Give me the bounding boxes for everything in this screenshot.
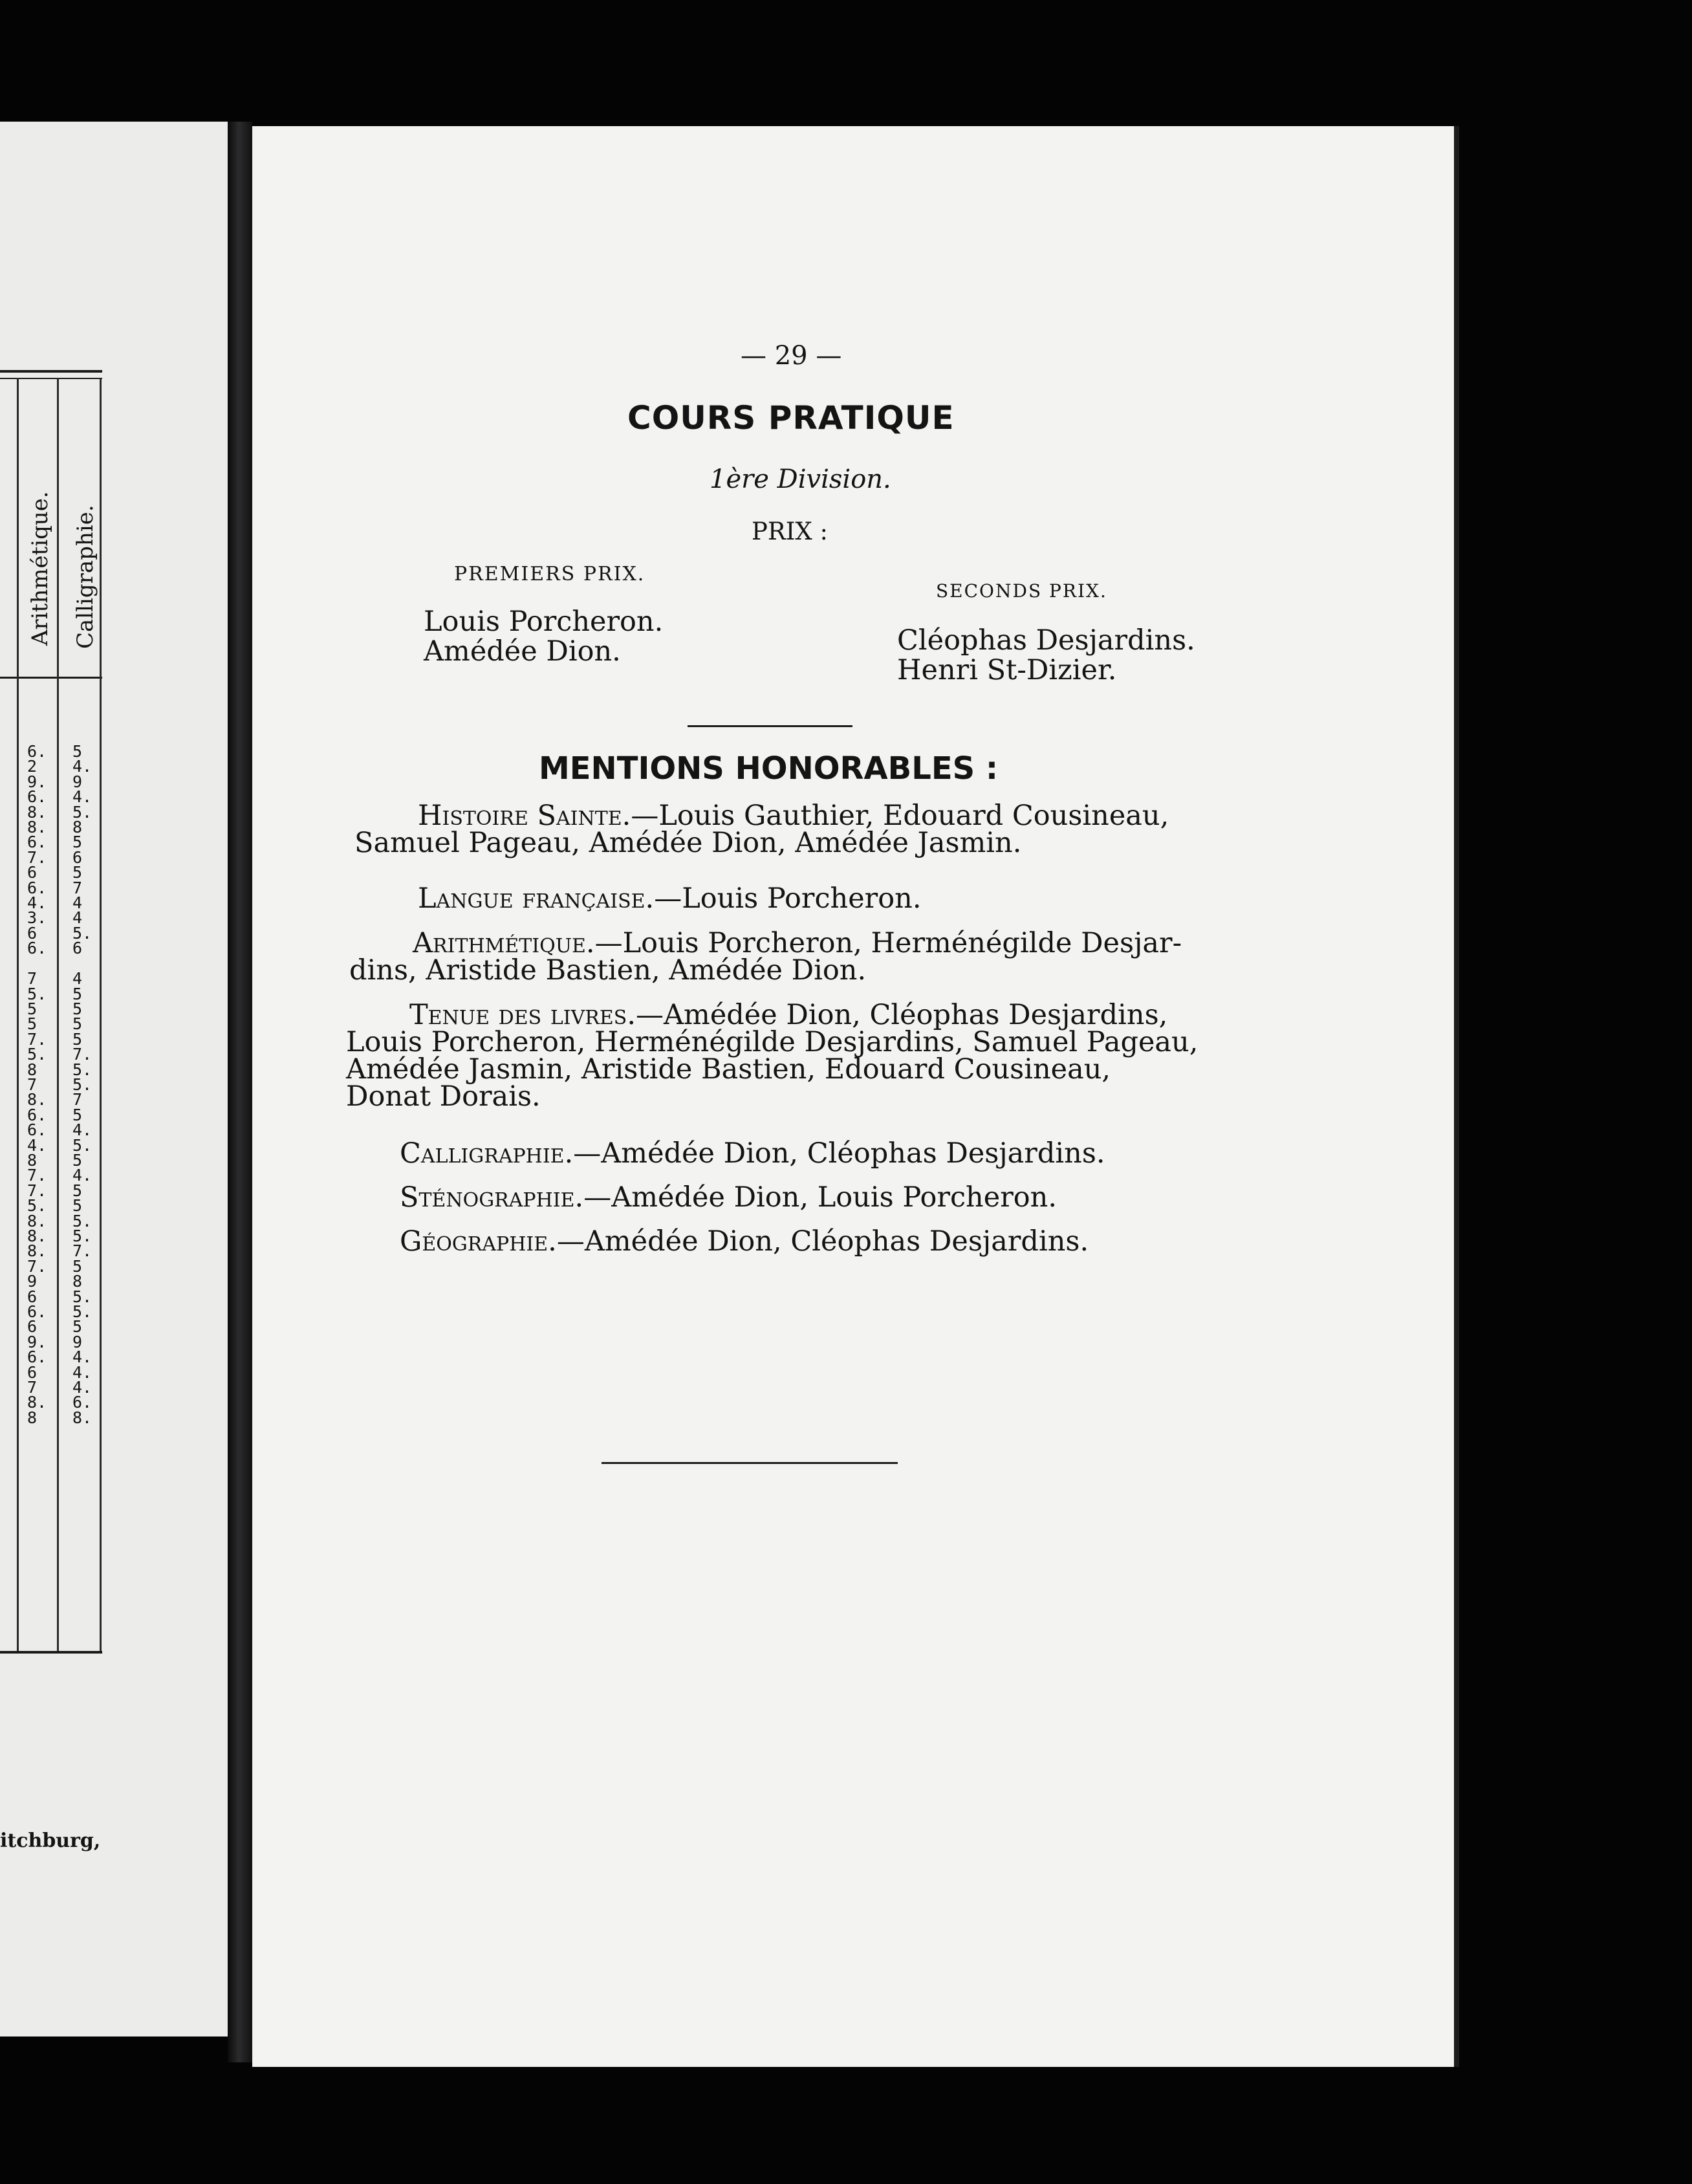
mention-histoire-sainte bbox=[354, 802, 1208, 857]
mention-tenue-des-livres bbox=[346, 999, 1206, 1113]
table-header-rule bbox=[0, 677, 102, 679]
book-spine bbox=[228, 122, 252, 2062]
mention-subject: Arithmétique. bbox=[413, 927, 595, 959]
winner-name: Amédée Dion. bbox=[424, 635, 621, 668]
mention-text: Samuel Pageau, Amédée Dion, Amédée Jasmin. bbox=[354, 827, 1022, 859]
mention-calligraphie bbox=[336, 1137, 1197, 1170]
left-page-fragment bbox=[0, 122, 228, 2037]
prix-heading: PRIX : bbox=[752, 518, 828, 545]
mention-text: Louis Porcheron, Herménégilde Desjardins, Samuel Pageau, bbox=[346, 1026, 1198, 1058]
column-header-calligraphie: Calligraphie. bbox=[72, 505, 98, 649]
winner-name: Cléophas Desjardins. bbox=[897, 624, 1195, 657]
mention-text: Donat Dorais. bbox=[346, 1080, 541, 1113]
mention-subject: Histoire Sainte. bbox=[418, 800, 631, 832]
mention-subject: Géographie. bbox=[400, 1225, 557, 1258]
bottom-rule bbox=[602, 1462, 898, 1464]
mention-text: —Louis Porcheron, Herménégilde Desjar- bbox=[594, 927, 1182, 959]
column-header-arithmetique: Arithmétique. bbox=[27, 491, 53, 646]
mention-langue-francaise bbox=[354, 882, 1208, 915]
mention-text: —Amédée Dion, Cléophas Desjardins. bbox=[556, 1225, 1089, 1258]
winner-name: Henri St-Dizier. bbox=[897, 654, 1117, 686]
mention-text: Amédée Jasmin, Aristide Bastien, Edouard Cousineau, bbox=[346, 1053, 1111, 1086]
table-column-divider bbox=[100, 378, 102, 1651]
left-footer-fragment: itchburg, bbox=[0, 1829, 101, 1852]
premiers-prix-list bbox=[424, 607, 663, 666]
table-top-rule bbox=[0, 370, 102, 373]
mention-geographie bbox=[336, 1225, 1197, 1258]
mention-text: —Amédée Dion, Cléophas Desjardins. bbox=[573, 1137, 1105, 1170]
table-bottom-rule bbox=[0, 1651, 102, 1654]
seconds-prix-heading: SECONDS PRIX. bbox=[936, 580, 1107, 602]
mention-text: —Amédée Dion, Louis Porcheron. bbox=[583, 1181, 1058, 1214]
mention-stenographie bbox=[336, 1181, 1197, 1214]
mention-subject: Calligraphie. bbox=[400, 1137, 574, 1170]
mention-subject: Langue française. bbox=[418, 882, 655, 915]
page-number: — 29 — bbox=[741, 341, 842, 371]
seconds-prix-list bbox=[897, 626, 1195, 685]
winner-name: Louis Porcheron. bbox=[424, 606, 664, 638]
table-top-rule-2 bbox=[0, 378, 102, 379]
mention-text: dins, Aristide Bastien, Amédée Dion. bbox=[349, 954, 867, 987]
mention-text: —Louis Porcheron. bbox=[654, 882, 922, 915]
mention-arithmetique bbox=[349, 927, 1209, 987]
division-label: 1ère Division. bbox=[710, 464, 891, 494]
mentions-title: MENTIONS HONORABLES : bbox=[539, 750, 999, 787]
column-values-arithmetique: 6. 2 9. 6. 8. 8. 6. 7. 6 6. 4. 3. 6 6. 7 5. 5 5 7. 5. 8 7 8. 6. 6. 4. 8 7. 7. 5. 8. 8. 8. 7. 9 6 6. 6 9. 6. 6 7 8. 8 bbox=[27, 742, 47, 1427]
mention-text: —Amédée Dion, Cléophas Desjardins, bbox=[636, 999, 1168, 1031]
table-column-divider bbox=[57, 378, 59, 1651]
premiers-prix-heading: PREMIERS PRIX. bbox=[454, 563, 645, 585]
mention-subject: Tenue des livres. bbox=[409, 999, 636, 1031]
section-title: COURS PRATIQUE bbox=[627, 399, 955, 437]
divider-rule bbox=[688, 725, 852, 727]
mention-text: —Louis Gauthier, Edouard Cousineau, bbox=[631, 800, 1169, 832]
table-column-divider bbox=[17, 378, 19, 1651]
column-values-calligraphie: 5 4. 9 4. 5. 8 5 6 5 7 4 4 5. 6 4 5 5 5 5 7. 5. 5. 7 5 4. 5. 5 4. 5 5 5. 5. 7. 5 8 5. 5. 5 9 4. 4. 4. 6. 8. bbox=[72, 742, 92, 1427]
mention-subject: Sténographie. bbox=[400, 1181, 584, 1214]
